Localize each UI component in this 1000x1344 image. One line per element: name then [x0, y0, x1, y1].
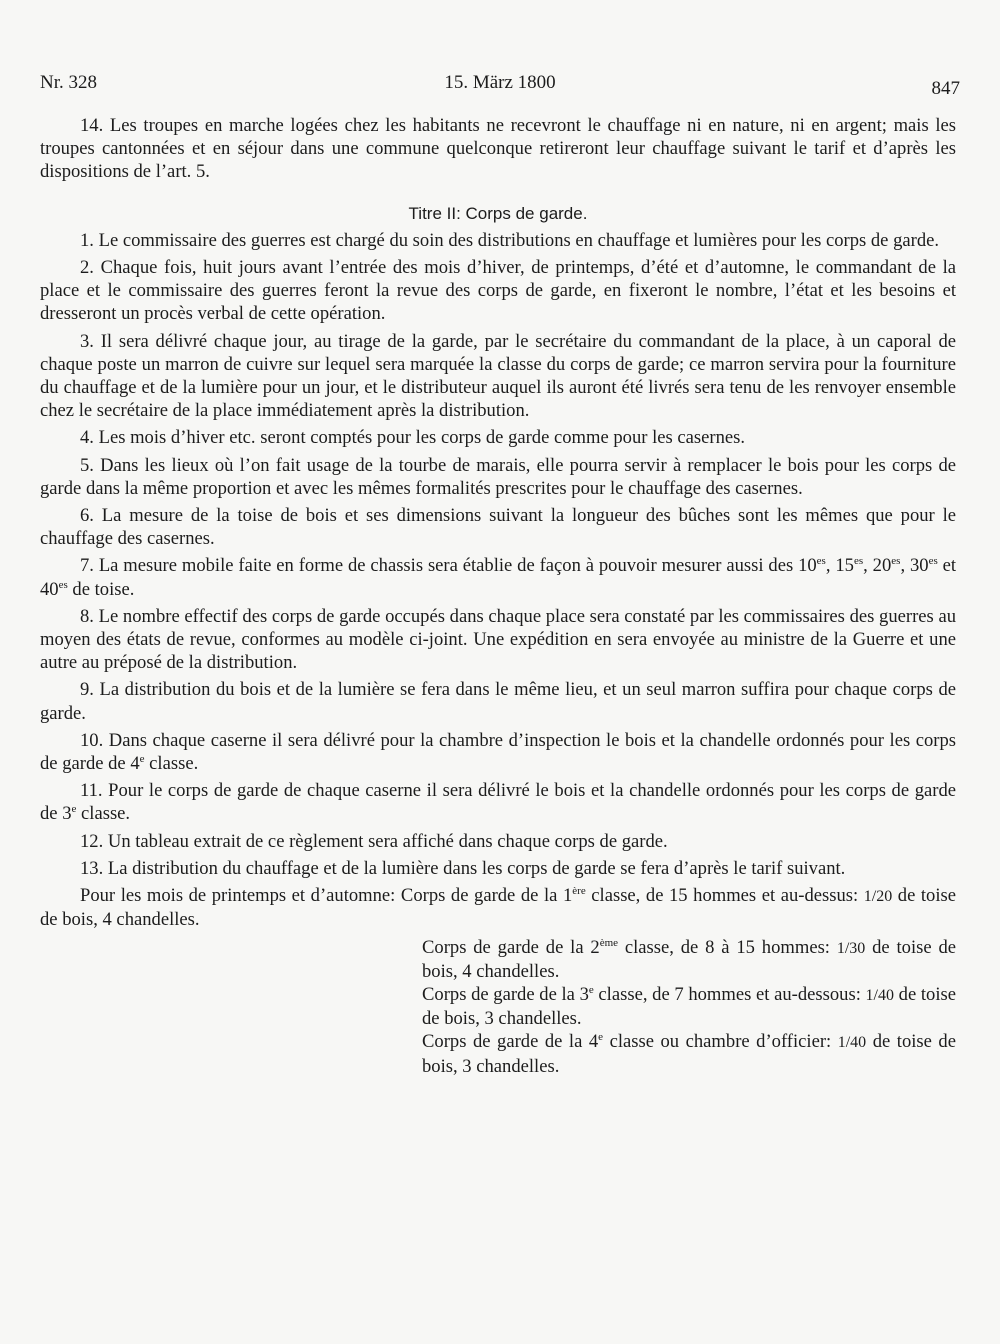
tariff-schedule: [40, 884, 956, 931]
article-5: 5. Dans les lieux où l’on fait usage de la tourbe de marais, elle pourra servir à remplacer le bois pour les corps de garde dans la même proportion et avec les mêmes formalités prescrites pour le chauffage des casernes.: [40, 454, 956, 499]
document-number: Nr. 328: [40, 72, 97, 93]
tariff-row-4: Corps de garde de la 4e classe ou chambre d’officier: 1/40 de toise de bois, 3 chandelles.: [422, 1031, 956, 1077]
article-9: 9. La distribution du bois et de la lumière se fera dans le même lieu, et un seul marron suffira pour chaque corps de garde.: [40, 679, 956, 724]
tariff-intro: Pour les mois de printemps et d’automne:: [80, 885, 396, 907]
article-12: 12. Un tableau extrait de ce règlement sera affiché dans chaque corps de garde.: [80, 830, 668, 852]
article-8: 8. Le nombre effectif des corps de garde occupés dans chaque place sera constaté par les commissaires des guerres au moyen des états de revue, conformes au modèle ci-joint. Une expédition en sera envoyée au ministre de la Guerre et une autre au préposé de la distribution.: [40, 605, 956, 674]
article-7-lead: 7. La mesure mobile faite en forme de chassis sera établie de façon à pouvoir mesurer aussi des: [80, 555, 799, 577]
article-2: 2. Chaque fois, huit jours avant l’entrée des mois d’hiver, de printemps, d’été et d’automne, le commandant de la place et le commissaire des guerres feront la revue des corps de garde, en fixeront le nombre, l’état et les besoins et dresseront un procès verbal de cette opération.: [40, 257, 956, 325]
tariff-row-2: Corps de garde de la 2ème classe, de 8 à 15 hommes: 1/30 de toise de bois, 4 chandelles.: [422, 936, 956, 982]
article-13: 13. La distribution du chauffage et de la lumière dans les corps de garde se fera d’après le tarif suivant.: [80, 857, 846, 879]
paragraph-14: 14. Les troupes en marche logées chez les habitants ne recevront le chauffage ni en nature, ni en argent; mais les troupes cantonnées et en séjour dans une commune quelconque retireront leur chauffage suivant le tarif et d’après les dispositions de l’art. 5.: [40, 115, 956, 183]
tariff-row-3: Corps de garde de la 3e classe, de 7 hommes et au-dessous: 1/40 de toise de bois, 3 chandelles.: [422, 983, 956, 1030]
article-4: 4. Les mois d’hiver etc. seront comptés pour les corps de garde comme pour les casernes.: [80, 427, 746, 449]
article-6: 6. La mesure de la toise de bois et ses dimensions suivant la longueur des bûches sont les mêmes que pour le chauffage des casernes.: [40, 505, 956, 550]
article-11: 11. Pour le corps de garde de chaque caserne il sera délivré le bois et la chandelle ordonnés pour les corps de garde de 3e classe.: [40, 780, 956, 825]
article-1: 1. Le commissaire des guerres est chargé du soin des distributions en chauffage et lumières pour les corps de garde.: [80, 229, 940, 251]
article-3: 3. Il sera délivré chaque jour, au tirage de la garde, par le secrétaire du commandant de la place, à un caporal de chaque poste un marron de cuivre sur lequel sera marquée la classe du corps de garde; ce marron servira pour la fourniture du chauffage et de la lumière pour un jour, et le distributeur auquel ils auront été livrés sera tenu de les renvoyer ensemble chez le secrétaire de la place immédiatement après la distribution.: [40, 330, 956, 422]
document-date: 15. März 1800: [444, 72, 556, 93]
document-body: [40, 114, 956, 1078]
article-7: 7. La mesure mobile faite en forme de chassis sera établie de façon à pouvoir mesurer aussi des $10^{es}$, $15^{es}$, $20^{es}$, $30^{es}$ et $40^{es}$ de toise.: [40, 555, 957, 600]
page-number: 847: [931, 78, 960, 99]
section-title: Titre II: Corps de garde.: [408, 203, 588, 223]
article-10: 10. Dans chaque caserne il sera délivré pour la chambre d’inspection le bois et la chandelle ordonnés pour les corps de garde de 4e classe.: [40, 729, 956, 775]
tariff-row-1: Corps de garde de la 1ère classe, de 15 hommes et au-dessus: 1/20 de toise de bois, 4 chandelles.: [40, 884, 956, 931]
running-header: [40, 72, 960, 102]
